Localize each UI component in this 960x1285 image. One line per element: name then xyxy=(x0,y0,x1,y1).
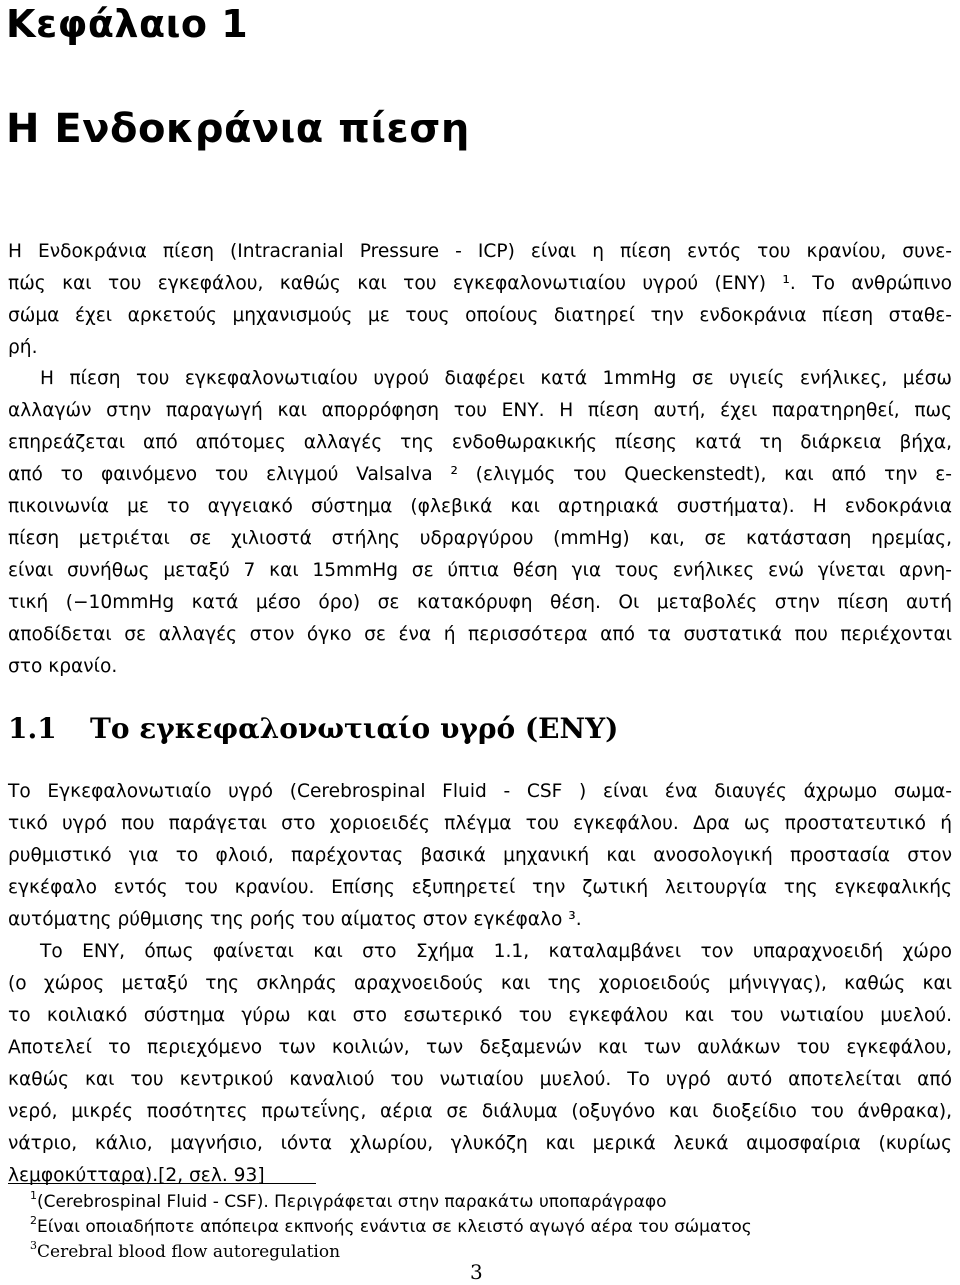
paragraph-line: σώμα έχει αρκετούς μηχανισμούς με τους οποίους διατηρεί την ενδοκράνια πίεση σταθε- xyxy=(8,305,952,326)
paragraph-line: το κοιλιακό σύστημα γύρω και στο εσωτερικό του εγκεφάλου και του νωτιαίου μυελού. xyxy=(8,1005,952,1026)
paragraph-line: αποδίδεται σε αλλαγές στον όγκο σε ένα ή περισσότερα από τα συστατικά που περιέχονται xyxy=(8,624,952,645)
section-title: Το εγκεφαλονωτιαίο υγρό (ΕΝΥ) xyxy=(90,712,619,745)
paragraph-line: τική (−10mmHg κατά μέσο όρο) σε κατακόρυφη θέση. Οι μεταβολές στην πίεση αυτή xyxy=(8,592,952,613)
footnote-2 xyxy=(30,1215,752,1239)
paragraph-line: πίεση μετριέται σε χιλιοστά στήλης υδραργύρου (mmHg) και, σε κατάσταση ηρεμίας, xyxy=(8,528,952,549)
footnote-mark: 1 xyxy=(30,1189,37,1203)
paragraph-line: νερό, μικρές ποσότητες πρωτεΐνης, αέρια σε διάλυμα (οξυγόνο και διοξείδιο του άνθρακα), xyxy=(8,1101,952,1122)
footnote-3 xyxy=(30,1240,340,1264)
paragraph-line: αυτόματης ρύθμισης της ροής του αίματος στον εγκέφαλο ³. xyxy=(8,909,582,930)
paragraph-line: Η πίεση του εγκεφαλονωτιαίου υγρού διαφέρει κατά 1mmHg σε υγιείς ενήλικες, μέσω xyxy=(40,368,952,389)
paragraph-line: Το Εγκεφαλονωτιαίο υγρό (Cerebrospinal Fluid - CSF ) είναι ένα διαυγές άχρωμο σωμα- xyxy=(8,781,952,802)
paragraph-line: πικοινωνία με το αγγειακό σύστημα (φλεβικά και αρτηριακά συστήματα). Η ενδοκράνια xyxy=(8,496,952,517)
paragraph-line: λεμφοκύτταρα).[2, σελ. 93] xyxy=(8,1165,265,1186)
footnote-text: (Cerebrospinal Fluid - CSF). Περιγράφεται στην παρακάτω υποπαράγραφο xyxy=(37,1192,667,1212)
page-number: 3 xyxy=(470,1260,483,1284)
section-number: 1.1 xyxy=(8,712,57,745)
paragraph-line: καθώς και του κεντρικού καναλιού του νωτιαίου μυελού. Το υγρό αυτό αποτελείται από xyxy=(8,1069,952,1090)
footnote-mark: 3 xyxy=(30,1239,37,1253)
chapter-label: Κεφάλαιο 1 xyxy=(6,2,249,46)
paragraph-line: τικό υγρό που παράγεται στο χοριοειδές πλέγμα του εγκεφάλου. Δρα ως προστατευτικό ή xyxy=(8,813,952,834)
paragraph-line: επηρεάζεται από απότομες αλλαγές της ενδοθωρακικής πίεσης κατά τη διάρκεια βήχα, xyxy=(8,432,952,453)
paragraph-line: στο κρανίο. xyxy=(8,656,118,677)
paragraph-line: νάτριο, κάλιο, μαγνήσιο, ιόντα χλωρίου, γλυκόζη και μερικά λευκά αιμοσφαίρια (κυρίως xyxy=(8,1133,952,1154)
paragraph-line: ρή. xyxy=(8,337,38,358)
paragraph-line: αλλαγών στην παραγωγή και απορρόφηση του ΕΝΥ. Η πίεση αυτή, έχει παρατηρηθεί, πως xyxy=(8,400,952,421)
chapter-title: Η Ενδοκράνια πίεση xyxy=(6,106,470,152)
paragraph-line: είναι συνήθως μεταξύ 7 και 15mmHg σε ύπτια θέση για τους ενήλικες ενώ γίνεται αρνη- xyxy=(8,560,952,581)
section-heading xyxy=(8,712,618,745)
paragraph-line: (ο χώρος μεταξύ της σκληράς αραχνοειδούς και της χοριοειδούς μήνιγγας), καθώς και xyxy=(8,973,952,994)
footnote-mark: 2 xyxy=(30,1214,37,1228)
footnote-text: Cerebral blood flow autoregulation xyxy=(37,1242,341,1262)
paragraph-line: Η Ενδοκράνια πίεση (Intracranial Pressure - ICP) είναι η πίεση εντός του κρανίου, συνε- xyxy=(8,241,952,262)
paragraph-line: από το φαινόμενο του ελιγμού Valsalva ² (ελιγμός του Queckenstedt), και από την ε- xyxy=(8,464,952,485)
paragraph-line: πώς και του εγκεφάλου, καθώς και του εγκεφαλονωτιαίου υγρού (ΕΝΥ) ¹. Το ανθρώπινο xyxy=(8,273,952,294)
paragraph-line: Το ΕΝΥ, όπως φαίνεται και στο Σχήμα 1.1, καταλαμβάνει τον υπαραχνοειδή χώρο xyxy=(40,941,952,962)
paragraph-line: Αποτελεί το περιεχόμενο των κοιλιών, των δεξαμενών και των αυλάκων του εγκεφάλου, xyxy=(8,1037,952,1058)
paragraph-line: ρυθμιστικό για το φλοιό, παρέχοντας βασικά μηχανική και ανοσολογική προστασία στον xyxy=(8,845,952,866)
paragraph-line: εγκέφαλο εντός του κρανίου. Επίσης εξυπηρετεί την ζωτική λειτουργία της εγκεφαλικής xyxy=(8,877,952,898)
footnote-text: Είναι οποιαδήποτε απόπειρα εκπνοής ενάντια σε κλειστό αγωγό αέρα του σώματος xyxy=(37,1217,752,1237)
footnote-1 xyxy=(30,1190,667,1214)
footnote-divider xyxy=(8,1183,316,1184)
